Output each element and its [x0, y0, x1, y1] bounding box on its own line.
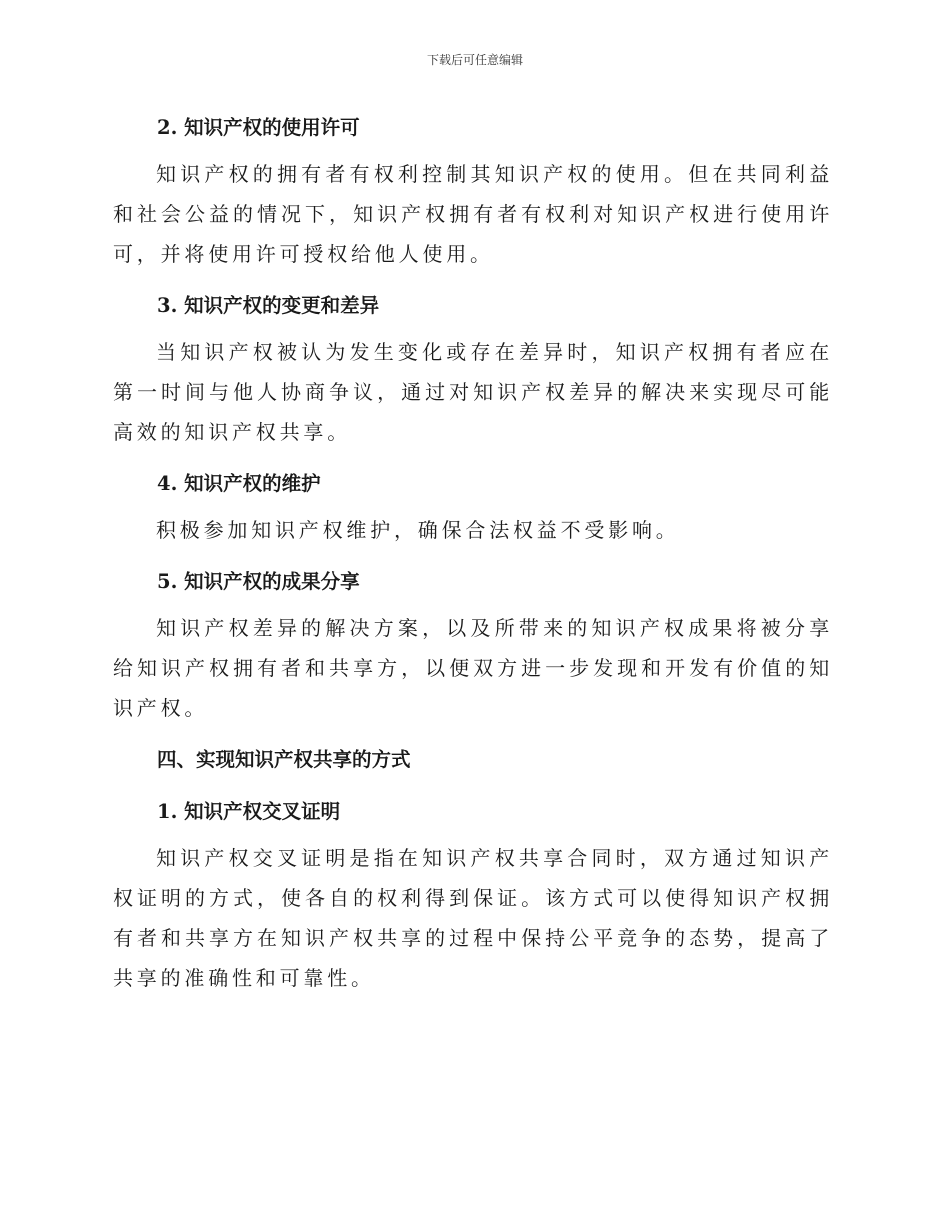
section-paragraph-cross-certification: 知识产权交叉证明是指在知识产权共享合同时，双方通过知识产权证明的方式，使各自的权利得到保证。该方式可以使得知识产权拥有者和共享方在知识产权共享的过程中保持公平竞争的态势，提高了共享的准确性和可靠性。	[113, 846, 833, 990]
document-body	[113, 108, 833, 1010]
section-paragraph-maintenance: 积极参加知识产权维护，确保合法权益不受影响。	[156, 518, 680, 542]
section-heading-change-difference: 3. 知识产权的变更和差异	[157, 294, 380, 317]
section-heading-cross-certification: 1. 知识产权交叉证明	[157, 800, 341, 823]
section-paragraph-usage-license: 知识产权的拥有者有权利控制其知识产权的使用。但在共同利益和社会公益的情况下，知识产权拥有者有权利对知识产权进行使用许可，并将使用许可授权给他人使用。	[113, 162, 833, 266]
section-paragraph-results-sharing: 知识产权差异的解决方案，以及所带来的知识产权成果将被分享给知识产权拥有者和共享方，以便双方进一步发现和开发有价值的知识产权。	[113, 616, 833, 720]
section-heading-usage-license: 2. 知识产权的使用许可	[157, 116, 360, 139]
section-paragraph-change-difference: 当知识产权被认为发生变化或存在差异时，知识产权拥有者应在第一时间与他人协商争议，通过对知识产权差异的解决来实现尽可能高效的知识产权共享。	[113, 340, 833, 444]
chapter-heading-sharing-methods: 四、实现知识产权共享的方式	[157, 748, 411, 771]
section-heading-results-sharing: 5. 知识产权的成果分享	[157, 570, 360, 593]
section-heading-maintenance: 4. 知识产权的维护	[157, 472, 321, 495]
page-header: 下载后可任意编辑	[426, 53, 523, 67]
